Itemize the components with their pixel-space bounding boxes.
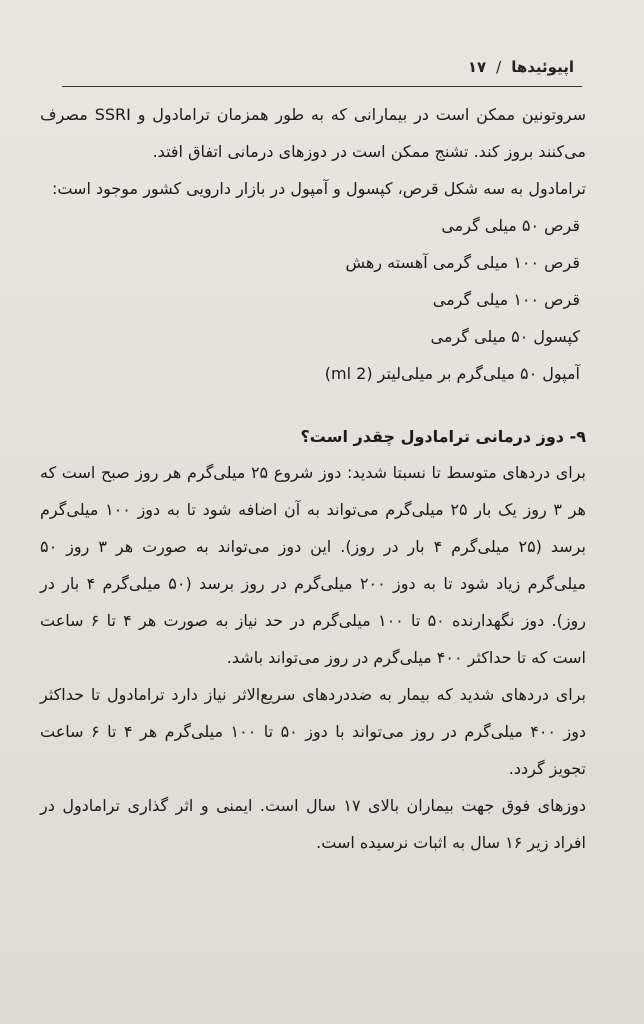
chapter-title: اپیوئیدها <box>511 58 574 76</box>
section-heading: ۹- دوز درمانی ترامادول چقدر است؟ <box>300 427 586 446</box>
list-item: کپسول ۵۰ میلی گرمی <box>430 327 580 346</box>
list-item: آمپول ۵۰ میلی‌گرم بر میلی‌لیتر (2 ml) <box>324 364 580 383</box>
paragraph-age-note: دوزهای فوق جهت بیماران بالای ۱۷ سال است. ایمنی و اثر گذاری ترامادول در افراد زیر ۱۶ سال به اثبات نرسیده است. <box>40 796 587 852</box>
paragraph-serotonin: سروتونین ممکن است در بیمارانی که به طور همزمان ترامادول و SSRI مصرف می‌کنند بروز کند. تشنج ممکن است در دوزهای درمانی اتفاق افتد. <box>40 105 586 161</box>
running-header <box>62 52 574 82</box>
list-item: قرص ۱۰۰ میلی گرمی آهسته رهش <box>345 253 580 272</box>
paragraph-severe-pain: برای دردهای شدید که بیمار به ضددردهای سریع‌الاثر نیاز دارد ترامادول تا حداکثر دوز ۴۰۰ میلی‌گرم در روز می‌تواند با دوز ۵۰ تا ۱۰۰ میلی‌گرم هر ۴ تا ۶ ساعت تجویز گردد. <box>40 685 587 778</box>
paragraph-forms-intro: ترامادول به سه شکل قرص، کپسول و آمپول در بازار دارویی کشور موجود است: <box>51 179 586 198</box>
header-separator: / <box>496 58 502 76</box>
header-rule <box>62 86 582 87</box>
page-body <box>40 96 586 861</box>
paragraph-moderate-pain: برای دردهای متوسط تا نسبتا شدید: دوز شروع ۲۵ میلی‌گرم هر روز صبح است که هر ۳ روز یک بار ۲۵ میلی‌گرم می‌تواند به آن اضافه شود تا به دوز ۱۰۰ میلی‌گرم برسد (۲۵ میلی‌گرم ۴ بار در روز). این دوز می‌تواند به صورت هر ۳ روز ۵۰ میلی‌گرم زیاد شود تا به دوز ۲۰۰ میلی‌گرم در روز برسد (۵۰ میلی‌گرم ۴ بار در روز). دوز نگهدارنده ۵۰ تا ۱۰۰ میلی‌گرم در حد نیاز به صورت هر ۴ تا ۶ ساعت است که تا حداکثر ۴۰۰ میلی‌گرم در روز می‌تواند باشد. <box>40 463 587 667</box>
page-number: ۱۷ <box>467 58 487 76</box>
list-item: قرص ۵۰ میلی گرمی <box>441 216 580 235</box>
list-item: قرص ۱۰۰ میلی گرمی <box>432 290 580 309</box>
